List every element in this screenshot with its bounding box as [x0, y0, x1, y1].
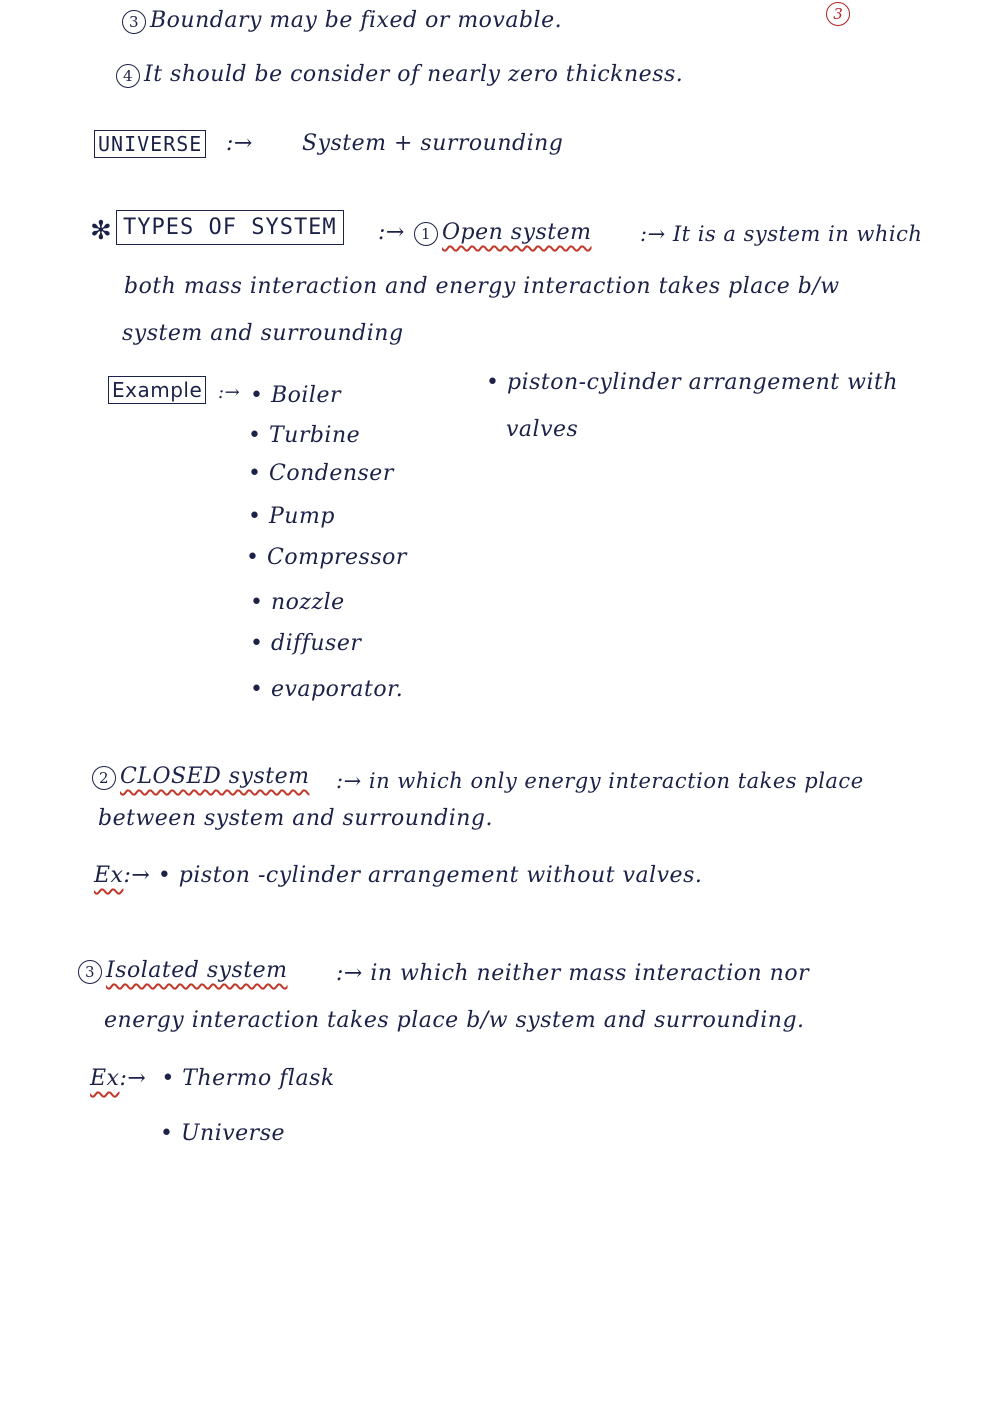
star-bullet: ✻ [90, 216, 113, 246]
open-number: 1 [414, 222, 438, 246]
closed-number: 2 [92, 766, 116, 790]
open-def-line2: both mass interaction and energy interaction takes place b/w [124, 274, 840, 299]
isolated-example: Ex:→ • Thermo flask [90, 1066, 335, 1091]
isolated-system-title [78, 958, 288, 984]
point-text: It should be consider of nearly zero thickness. [144, 62, 684, 87]
page-number: 3 [826, 2, 850, 26]
list-item: • Boiler [250, 383, 342, 408]
list-item: • evaporator. [250, 677, 404, 702]
isolated-ex-label: Ex [90, 1066, 120, 1091]
point-text: Boundary may be fixed or movable. [150, 8, 563, 33]
list-item: • diffuser [250, 631, 362, 656]
universe-label: UNIVERSE [94, 130, 206, 158]
closed-ex-arrow: :→ [123, 863, 151, 888]
isolated-number: 3 [78, 960, 102, 984]
point-number: 4 [116, 64, 140, 88]
isolated-def-lead: :→ in which neither mass interaction nor [336, 961, 810, 986]
example-label: Example [108, 376, 206, 404]
list-item: • Compressor [246, 545, 407, 570]
isolated-ex-2: Universe [180, 1121, 286, 1146]
closed-title-text: CLOSED system [120, 764, 310, 789]
isolated-ex-1: Thermo flask [182, 1066, 335, 1091]
isolated-ex-arrow: :→ [119, 1066, 147, 1091]
isolated-title-text: Isolated system [106, 958, 288, 983]
list-item: • Condenser [248, 461, 394, 486]
list-item: • nozzle [250, 590, 345, 615]
types-heading: TYPES OF SYSTEM [116, 210, 344, 245]
closed-def-line2: between system and surrounding. [98, 806, 493, 831]
closed-ex-label: Ex [94, 863, 124, 888]
example-arrow: :→ [218, 382, 241, 403]
open-example-right-2: valves [506, 417, 579, 442]
isolated-ex-2-item: • Universe [160, 1121, 286, 1146]
types-arrow: :→ [378, 220, 405, 245]
open-title-text: Open system [442, 220, 592, 245]
universe-definition: System + surrounding [302, 131, 564, 156]
isolated-def-line2: energy interaction takes place b/w system and surrounding. [104, 1008, 805, 1033]
universe-arrow: :→ [226, 131, 253, 156]
closed-ex-text: piston -cylinder arrangement without valves. [178, 863, 703, 888]
list-item: • Pump [248, 504, 335, 529]
open-def-line3: system and surrounding [122, 321, 404, 346]
closed-system-title [92, 764, 309, 790]
list-item: • Turbine [248, 423, 361, 448]
open-def-lead: :→ It is a system in which [640, 222, 923, 246]
point-number: 3 [122, 10, 146, 34]
closed-example: Ex:→ • piston -cylinder arrangement without valves. [94, 863, 703, 888]
open-example-right-1: • piston-cylinder arrangement with [486, 370, 898, 395]
point-3 [122, 8, 562, 34]
point-4 [116, 62, 683, 88]
closed-def-lead: :→ in which only energy interaction takes place [336, 769, 864, 793]
open-system-title [414, 220, 592, 246]
